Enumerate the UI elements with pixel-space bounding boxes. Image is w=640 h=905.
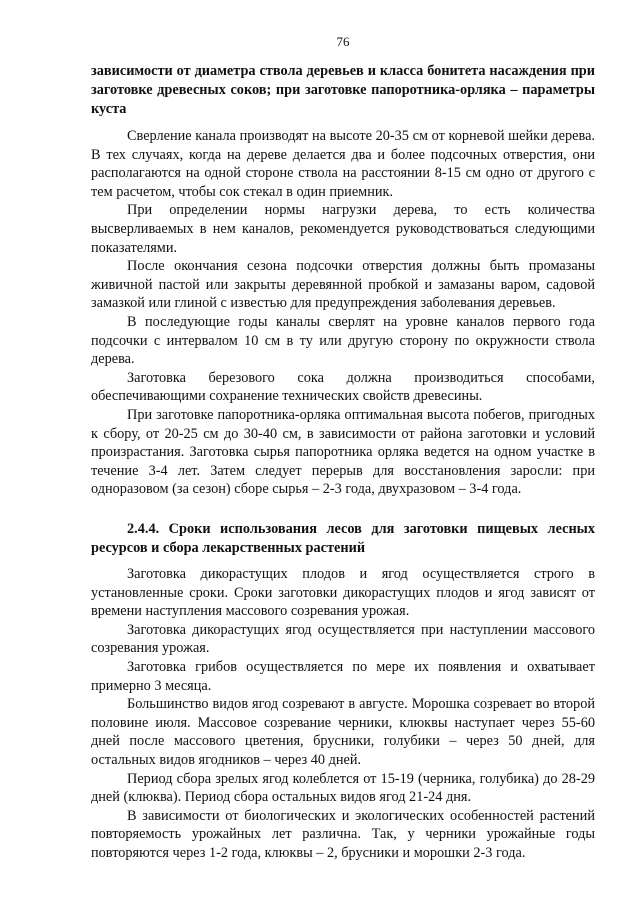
paragraph: Заготовка дикорастущих плодов и ягод осуществляется строго в установленные сроки. Сроки заготовки дикорастущих плодов и ягод зависят от времени наступления массового созревания урожая.: [91, 566, 595, 620]
section-heading: 2.4.4. Сроки использования лесов для заготовки пищевых лесных ресурсов и сбора лекарственных растений: [91, 521, 595, 556]
paragraph: В последующие годы каналы сверлят на уровне каналов первого года подсочки с интервалом 10 см в ту или другую сторону по окружности ствола дерева.: [91, 313, 595, 368]
text-block-terms: [91, 565, 595, 863]
paragraph: Период сбора зрелых ягод колеблется от 15-19 (черника, голубика) до 28-29 дней (клюква). Период сбора остальных видов ягод 21-24 дня.: [91, 770, 595, 806]
page-number: 76: [336, 34, 350, 49]
text-block-harvesting: [91, 127, 595, 499]
continued-heading: зависимости от диаметра ствола деревьев и класса бонитета насаждения при заготовке древесных соков; при заготовке папоротника-орляка – параметры куста: [91, 63, 595, 117]
paragraph: После окончания сезона подсочки отверстия должны быть промазаны живичной пастой или закрыты деревянной пробкой и замазаны варом, садовой замазкой или глиной с известью для предупреждения заболевания деревьев.: [91, 258, 595, 312]
paragraph: Заготовка березового сока должна производиться способами, обеспечивающими сохранение технических свойств древесины.: [91, 369, 595, 405]
paragraph: Большинство видов ягод созревают в августе. Морошка созревает во второй половине июля. Массовое созревание черники, клюквы наступает через 55-60 дней после массового цветения, брусники, голубики – через 50 дней, для остальных видов ягодников – через 40 дней.: [91, 696, 595, 768]
paragraph: Сверление канала производят на высоте 20-35 см от корневой шейки дерева. В тех случаях, когда на дереве делается два и более подсочных отверстия, они располагаются на одной стороне ствола на расстоянии 8-15 см одно от другого с тем расчетом, чтобы сок стекал в один приемник.: [91, 128, 595, 200]
paragraph: Заготовка грибов осуществляется по мере их появления и охватывает примерно 3 месяца.: [91, 658, 595, 694]
paragraph: При заготовке папоротника-орляка оптимальная высота побегов, пригодных к сбору, от 20-25 см до 30-40 см, в зависимости от района заготовки и условий произрастания. Заготовка сырья папоротника орляка ведется на одном участке в течение 3-4 лет. Затем следует перерыв для восстановления заросли: при одноразовом (за сезон) сборе сырья – 2-3 года, двухразовом – 3-4 года.: [91, 406, 595, 498]
paragraph: В зависимости от биологических и экологических особенностей растений повторяемость урожайных лет различна. Так, у черники урожайные годы повторяются через 1-2 года, клюквы – 2, брусники и морошки 2-3 года.: [91, 807, 595, 861]
paragraph: Заготовка дикорастущих ягод осуществляется при наступлении массового созревания урожая.: [91, 621, 595, 657]
paragraph: При определении нормы нагрузки дерева, то есть количества высверливаемых в нем каналов, рекомендуется руководствоваться следующими показателями.: [91, 202, 595, 256]
